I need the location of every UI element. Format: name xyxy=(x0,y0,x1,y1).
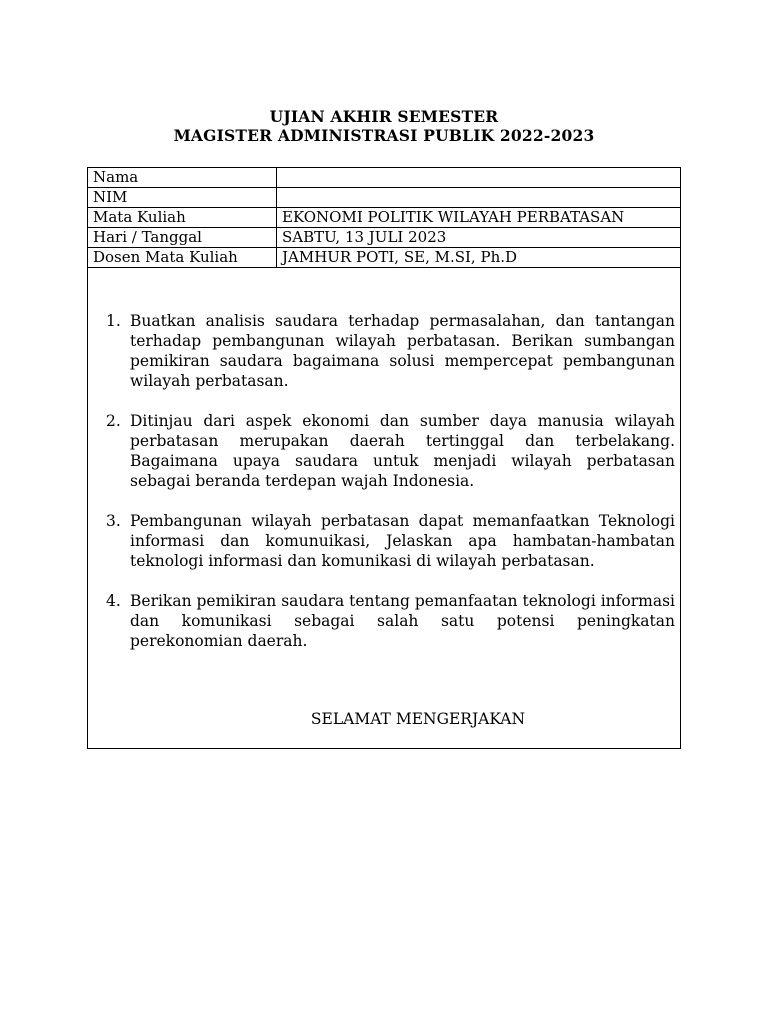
info-row-mata-kuliah xyxy=(88,208,681,228)
info-label: Hari / Tanggal xyxy=(88,228,277,248)
info-row-dosen xyxy=(88,248,681,268)
question-text: Berikan pemikiran saudara tentang pemanfaatan teknologi informasi dan komunikasi sebagai salah satu potensi peningkatan perekonomian daerah. xyxy=(130,592,675,650)
question-list xyxy=(88,311,682,671)
question-number: 3. xyxy=(106,512,121,530)
info-row-nama xyxy=(88,168,681,188)
question-text: Buatkan analisis saudara terhadap permasalahan, dan tantangan terhadap pembangunan wilayah perbatasan. Berikan sumbangan pemikiran saudara bagaimana solusi mempercepat pembangunan wilayah perbatasan. xyxy=(130,312,675,390)
info-label: Nama xyxy=(88,168,277,188)
info-value: JAMHUR POTI, SE, M.SI, Ph.D xyxy=(277,248,681,268)
question-text: Pembangunan wilayah perbatasan dapat memanfaatkan Teknologi informasi dan komunuikasi, Jelaskan apa hambatan-hambatan teknologi informasi dan komunikasi di wilayah perbatasan. xyxy=(130,512,675,570)
exam-frame xyxy=(87,167,681,749)
info-row-nim xyxy=(88,188,681,208)
question-item xyxy=(88,411,682,491)
exam-title: UJIAN AKHIR SEMESTER xyxy=(269,107,499,126)
question-number: 2. xyxy=(106,412,121,430)
question-number: 4. xyxy=(106,592,121,610)
program-title: MAGISTER ADMINISTRASI PUBLIK 2022-2023 xyxy=(173,126,595,145)
info-label: Mata Kuliah xyxy=(88,208,277,228)
info-value xyxy=(277,188,681,208)
info-table xyxy=(87,167,681,268)
info-label: Dosen Mata Kuliah xyxy=(88,248,277,268)
question-item xyxy=(88,591,682,651)
question-item xyxy=(88,311,682,391)
question-text: Ditinjau dari aspek ekonomi dan sumber daya manusia wilayah perbatasan merupakan daerah tertinggal dan terbelakang. Bagaimana upaya saudara untuk menjadi wilayah perbatasan sebagai beranda terdepan wajah Indonesia. xyxy=(130,412,675,490)
info-value: EKONOMI POLITIK WILAYAH PERBATASAN xyxy=(277,208,681,228)
info-value: SABTU, 13 JULI 2023 xyxy=(277,228,681,248)
info-row-hari-tanggal xyxy=(88,228,681,248)
closing-text: SELAMAT MENGERJAKAN xyxy=(310,710,526,728)
info-label: NIM xyxy=(88,188,277,208)
question-number: 1. xyxy=(106,312,121,330)
info-value xyxy=(277,168,681,188)
question-item xyxy=(88,511,682,571)
